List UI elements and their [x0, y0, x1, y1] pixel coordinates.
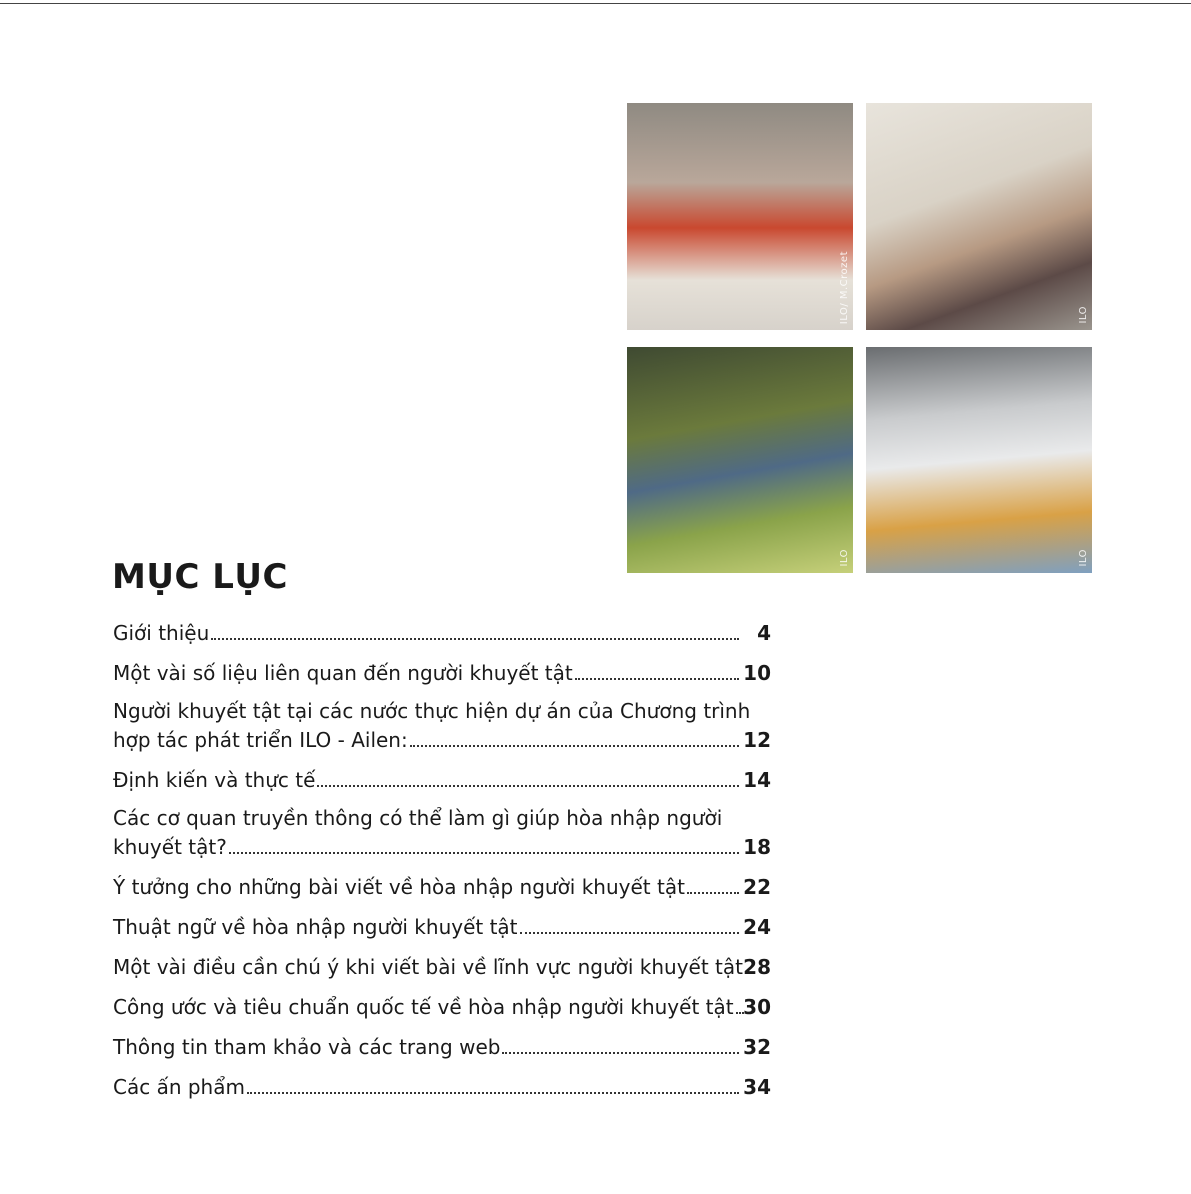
toc-entry[interactable]	[113, 765, 771, 794]
photo-farm-worker	[627, 347, 853, 573]
toc-entry-title	[113, 992, 741, 1021]
toc-entry-line	[113, 805, 741, 832]
photo-kitchen-worker	[866, 347, 1092, 573]
toc-dot-leader	[317, 765, 739, 787]
toc-entry-line	[113, 872, 741, 901]
toc-page-number: 28	[743, 955, 771, 979]
toc-entry-title	[113, 912, 741, 941]
toc-entry-title	[113, 805, 741, 861]
photo-credit: ILO	[839, 549, 850, 567]
toc-page-number: 34	[743, 1075, 771, 1099]
toc-entry-line	[113, 765, 741, 794]
toc-entry-title	[113, 1032, 741, 1061]
toc-page-number: 4	[757, 621, 771, 645]
toc-entry[interactable]	[113, 952, 771, 981]
toc-dot-leader	[211, 618, 739, 640]
toc-entry-label: khuyết tật?	[113, 835, 227, 859]
toc-entry-line	[113, 992, 741, 1021]
toc-entry-label: Thông tin tham khảo và các trang web	[113, 1035, 501, 1059]
table-of-contents	[113, 618, 771, 1112]
photo-credit: ILO	[1078, 549, 1089, 567]
toc-entry-line	[113, 725, 741, 754]
toc-dot-leader	[410, 725, 739, 747]
toc-entry[interactable]	[113, 912, 771, 941]
toc-entry-label: Một vài số liệu liên quan đến người khuyết tật	[113, 661, 573, 685]
toc-entry-title	[113, 698, 751, 754]
toc-dot-leader	[575, 658, 739, 680]
toc-entry-line	[113, 832, 741, 861]
toc-entry-line	[113, 618, 741, 647]
toc-entry-label: Giới thiệu	[113, 621, 210, 645]
toc-entry-title	[113, 765, 741, 794]
toc-heading: MỤC LỤC	[112, 557, 288, 597]
toc-entry-line	[113, 698, 751, 725]
toc-entry[interactable]	[113, 992, 771, 1021]
toc-dot-leader	[229, 832, 739, 854]
toc-entry[interactable]	[113, 1032, 771, 1061]
toc-entry[interactable]	[113, 698, 771, 754]
photo-credit: ILO	[1078, 306, 1089, 324]
toc-entry-title	[113, 952, 741, 981]
toc-page-number: 22	[743, 875, 771, 899]
toc-entry-title	[113, 1072, 741, 1101]
toc-dot-leader	[520, 912, 739, 934]
toc-page-number: 10	[743, 661, 771, 685]
toc-entry-label: Công ước và tiêu chuẩn quốc tế về hòa nhập người khuyết tật	[113, 995, 734, 1019]
photo-calligrapher	[627, 103, 853, 330]
toc-entry-line	[113, 658, 741, 687]
toc-entry-title	[113, 658, 741, 687]
toc-page-number: 12	[743, 728, 771, 752]
photo-credit: ILO/ M.Crozet	[839, 250, 850, 324]
toc-entry-label: Định kiến và thực tế	[113, 768, 316, 792]
toc-entry-label: Các ấn phẩm	[113, 1075, 245, 1099]
toc-entry-label: Thuật ngữ về hòa nhập người khuyết tật	[113, 915, 518, 939]
toc-entry-label: Một vài điều cần chú ý khi viết bài về lĩnh vực người khuyết tật	[113, 955, 743, 979]
toc-page-number: 32	[743, 1035, 771, 1059]
toc-entry-label: Ý tưởng cho những bài viết về hòa nhập người khuyết tật	[113, 875, 685, 899]
top-rule	[0, 3, 1191, 4]
toc-entry-line	[113, 1032, 741, 1061]
toc-entry-label: Người khuyết tật tại các nước thực hiện dự án của Chương trình	[113, 699, 751, 723]
toc-entry-title	[113, 618, 741, 647]
toc-entry[interactable]	[113, 1072, 771, 1101]
toc-dot-leader	[687, 872, 739, 894]
toc-dot-leader	[502, 1032, 739, 1054]
toc-dot-leader	[247, 1072, 739, 1094]
toc-entry[interactable]	[113, 618, 771, 647]
toc-page-number: 18	[743, 835, 771, 859]
toc-entry-label: hợp tác phát triển ILO - Ailen:	[113, 728, 408, 752]
toc-entry-line	[113, 1072, 741, 1101]
photo-woman-wheelchair	[866, 103, 1092, 330]
toc-entry[interactable]	[113, 805, 771, 861]
toc-page-number: 14	[743, 768, 771, 792]
toc-entry-title	[113, 872, 741, 901]
toc-entry-label: Các cơ quan truyền thông có thể làm gì giúp hòa nhập người	[113, 806, 723, 830]
toc-entry[interactable]	[113, 658, 771, 687]
toc-page-number: 30	[743, 995, 771, 1019]
toc-entry[interactable]	[113, 872, 771, 901]
toc-entry-line	[113, 952, 741, 981]
toc-page-number: 24	[743, 915, 771, 939]
toc-entry-line	[113, 912, 741, 941]
